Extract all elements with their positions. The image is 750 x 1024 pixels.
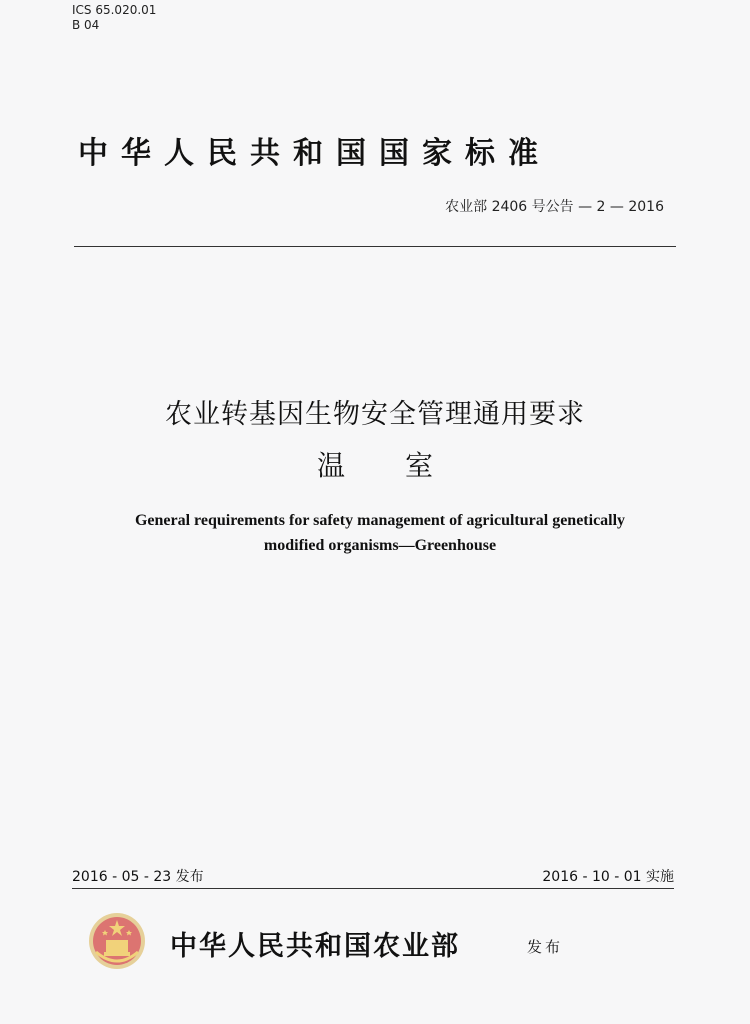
standard-type-heading: 中华人民共和国国家标准 [78,136,551,171]
top-divider [74,246,676,247]
publisher-action: 发布 [527,938,564,956]
implementation-date: 2016 - 10 - 01 实施 [542,869,674,885]
title-chinese: 农业转基因生物安全管理通用要求 [165,399,585,430]
publisher-name: 中华人民共和国农业部 [170,931,460,962]
title-english-line-2: modified organisms—Greenhouse [263,537,497,554]
title-english [60,508,700,558]
bottom-divider [72,888,674,889]
issue-date: 2016 - 05 - 23 发布 [72,869,204,885]
ccs-code: B 04 [72,18,100,32]
title-english-line-1: General requirements for safety management of agricultural genetically [134,512,626,529]
national-emblem-icon [88,912,146,970]
document-number: 农业部 2406 号公告 — 2 — 2016 [445,199,664,215]
classification-codes [72,3,156,33]
ics-code: ICS 65.020.01 [72,3,157,17]
subtitle-chinese: 温室 [316,449,493,482]
